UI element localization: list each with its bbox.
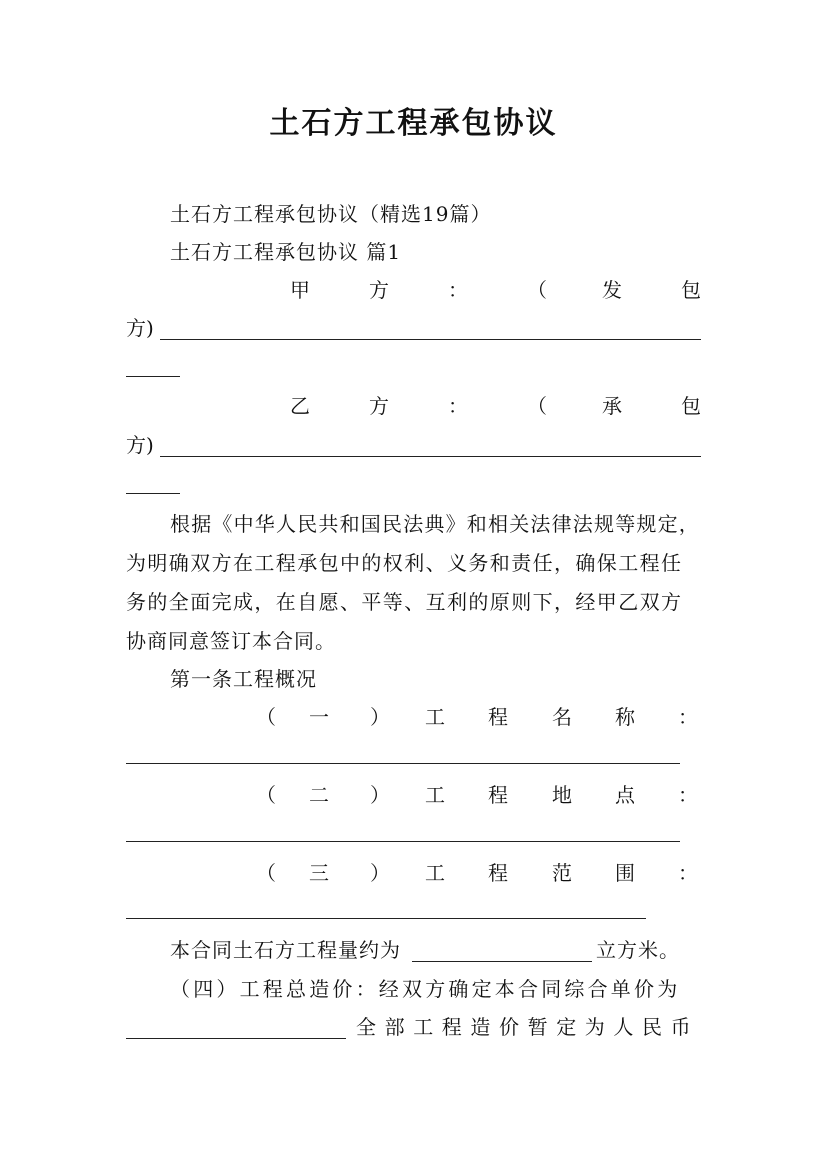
item-3-char: 围 xyxy=(615,861,635,885)
party-b-label: 方) xyxy=(126,433,154,457)
volume-blank xyxy=(412,961,592,962)
item-2-blank xyxy=(126,841,680,842)
volume-pre: 本合同土石方工程量约为 xyxy=(170,938,401,962)
item-2-char: 点 xyxy=(615,783,635,807)
party-b-blank-cont xyxy=(126,493,180,494)
party-b-char: 承 xyxy=(602,394,622,418)
party-a-char: 甲 xyxy=(290,278,310,302)
item-3-char: 工 xyxy=(425,861,445,885)
party-a-blank xyxy=(160,339,701,340)
intro-line-2: 为明确双方在工程承包中的权利、义务和责任，确保工程任 xyxy=(126,551,683,575)
article-1-heading: 第一条工程概况 xyxy=(170,667,317,691)
item-2-char: 二 xyxy=(309,783,329,807)
item-3-char: ： xyxy=(678,861,698,885)
party-b-char: 乙 xyxy=(290,394,310,418)
party-b-char: 方 xyxy=(369,394,389,418)
party-a-char: （ xyxy=(527,278,547,302)
item-2-char: 程 xyxy=(488,783,508,807)
item-1-char: 名 xyxy=(552,705,572,729)
item-3-blank xyxy=(126,918,646,919)
item-1-char: 程 xyxy=(488,705,508,729)
item-1-char: 一 xyxy=(309,705,329,729)
intro-line-1: 根据《中华人民共和国民法典》和相关法律法规等规定， xyxy=(170,512,700,536)
item-1-char: ） xyxy=(370,705,390,729)
item-2-char: ） xyxy=(370,783,390,807)
volume-post: 立方米。 xyxy=(596,938,680,962)
item-2-char: （ xyxy=(256,783,276,807)
party-a-char: 包 xyxy=(681,278,701,302)
item-3-char: ） xyxy=(370,861,390,885)
party-a-char: 方 xyxy=(369,278,389,302)
item-1-char: （ xyxy=(256,705,276,729)
item-2-char: 地 xyxy=(552,783,572,807)
item-3-char: 范 xyxy=(552,861,572,885)
item-4-line-2: 全部工程造价暂定为人民币 xyxy=(356,1015,700,1039)
party-b-blank xyxy=(160,456,701,457)
item-1-char: ： xyxy=(678,705,698,729)
party-a-blank-cont xyxy=(126,376,180,377)
party-a-char: 发 xyxy=(602,278,622,302)
section-heading: 土石方工程承包协议 篇1 xyxy=(170,240,402,264)
item-3-char: 三 xyxy=(309,861,329,885)
item-2-char: 工 xyxy=(425,783,445,807)
party-a-char: ： xyxy=(448,278,468,302)
item-1-char: 称 xyxy=(615,705,635,729)
item-3-char: 程 xyxy=(488,861,508,885)
item-2-char: ： xyxy=(678,783,698,807)
party-b-char: 包 xyxy=(681,394,701,418)
intro-line-3: 务的全面完成，在自愿、平等、互利的原则下，经甲乙双方 xyxy=(126,590,683,614)
item-1-char: 工 xyxy=(425,705,445,729)
document-subtitle: 土石方工程承包协议（精选19篇） xyxy=(170,202,492,226)
document-title: 土石方工程承包协议 xyxy=(269,106,558,141)
item-4-line-1: （四）工程总造价：经双方确定本合同综合单价为 xyxy=(170,977,681,1001)
item-1-blank xyxy=(126,763,680,764)
party-b-char: ： xyxy=(448,394,468,418)
intro-line-4: 协商同意签订本合同。 xyxy=(126,629,336,653)
item-4-blank xyxy=(126,1038,346,1039)
item-3-char: （ xyxy=(256,861,276,885)
party-b-char: （ xyxy=(527,394,547,418)
party-a-label: 方) xyxy=(126,316,154,340)
